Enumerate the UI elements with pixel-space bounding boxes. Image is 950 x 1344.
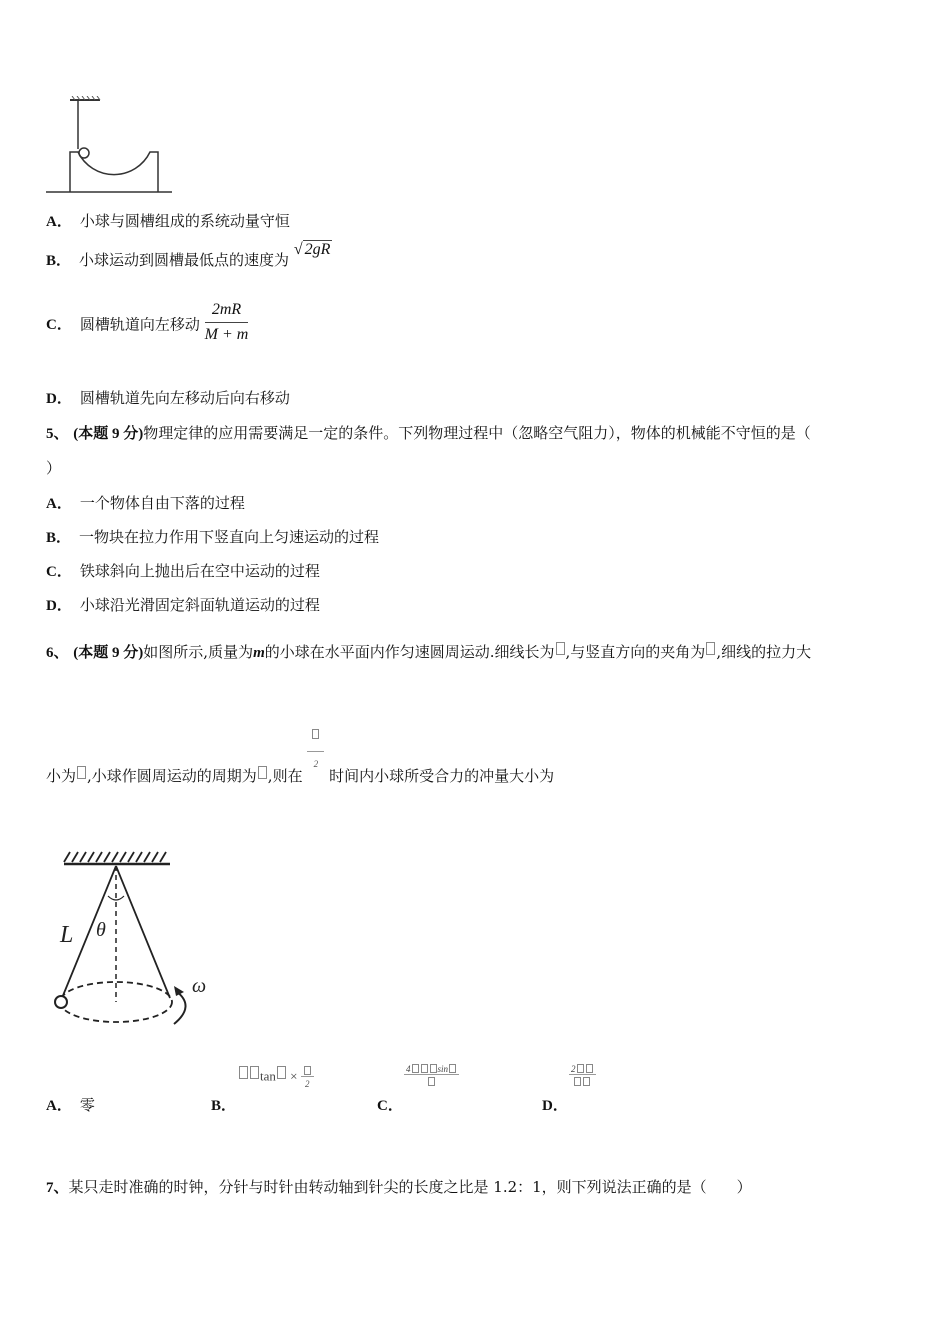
label-L: L (60, 922, 74, 948)
q4-option-a: A． 小球与圆槽组成的系统动量守恒 (46, 212, 290, 230)
q6-option-c-formula: 4 sin (404, 1064, 459, 1087)
conical-pendulum-figure (46, 846, 226, 1030)
q6-option-b: B． (211, 1098, 237, 1114)
q5-option-c: C． 铁球斜向上抛出后在空中运动的过程 (46, 562, 320, 580)
q5-option-d: D． 小球沿光滑固定斜面轨道运动的过程 (46, 596, 320, 614)
q6-option-b-formula: tan × 2 (238, 1066, 314, 1089)
q4-option-b: B． 小球运动到圆槽最低点的速度为 √ 2gR (46, 241, 331, 269)
q7-stem: 7、某只走时准确的时钟，分针与时针由转动轴到针尖的长度之比是 1.2：1，则下列说法正确的是（ ） (46, 1178, 752, 1196)
q5-stem: 5、 (本题 9 分)物理定律的应用需要满足一定的条件。下列物理过程中（忽略空气阻力），物体的机械能不守恒的是（ (46, 424, 811, 442)
q4-option-d: D． 圆槽轨道先向左移动后向右移动 (46, 389, 290, 407)
q6-option-a: A． 零 (46, 1096, 95, 1114)
q6-option-d-formula: 2 (569, 1064, 596, 1087)
half-period-fraction: 2 (307, 729, 324, 774)
q6-stem-line1: 6、 (本题 9 分)如图所示,质量为m的小球在水平面内作匀速圆周运动.细线长为 ,与竖直方向的夹角为 ,细线的拉力大 (46, 643, 812, 661)
q5-option-b: B． 一物块在拉力作用下竖直向上匀速运动的过程 (46, 528, 380, 546)
bowl-track-figure (44, 96, 174, 196)
label-theta: θ (96, 919, 106, 941)
q5-stem-end: ） (46, 459, 62, 477)
q6-option-d: D． (542, 1098, 568, 1114)
sqrt-formula: √ 2gR (293, 241, 331, 258)
q4-option-c: C． 圆槽轨道向左移动 $\frac{2mR}{M + m}$ (46, 301, 249, 343)
q5-option-a: A． 一个物体自由下落的过程 (46, 494, 245, 512)
q6-stem-line2: 小为 ,小球作圆周运动的周期为 ,则在 2 时间内小球所受合力的冲量大小为 (46, 766, 554, 786)
label-omega: ω (192, 975, 207, 997)
fraction: $\frac{2mR}{M + m}$ (204, 301, 249, 343)
q6-option-c: C． (377, 1098, 403, 1114)
